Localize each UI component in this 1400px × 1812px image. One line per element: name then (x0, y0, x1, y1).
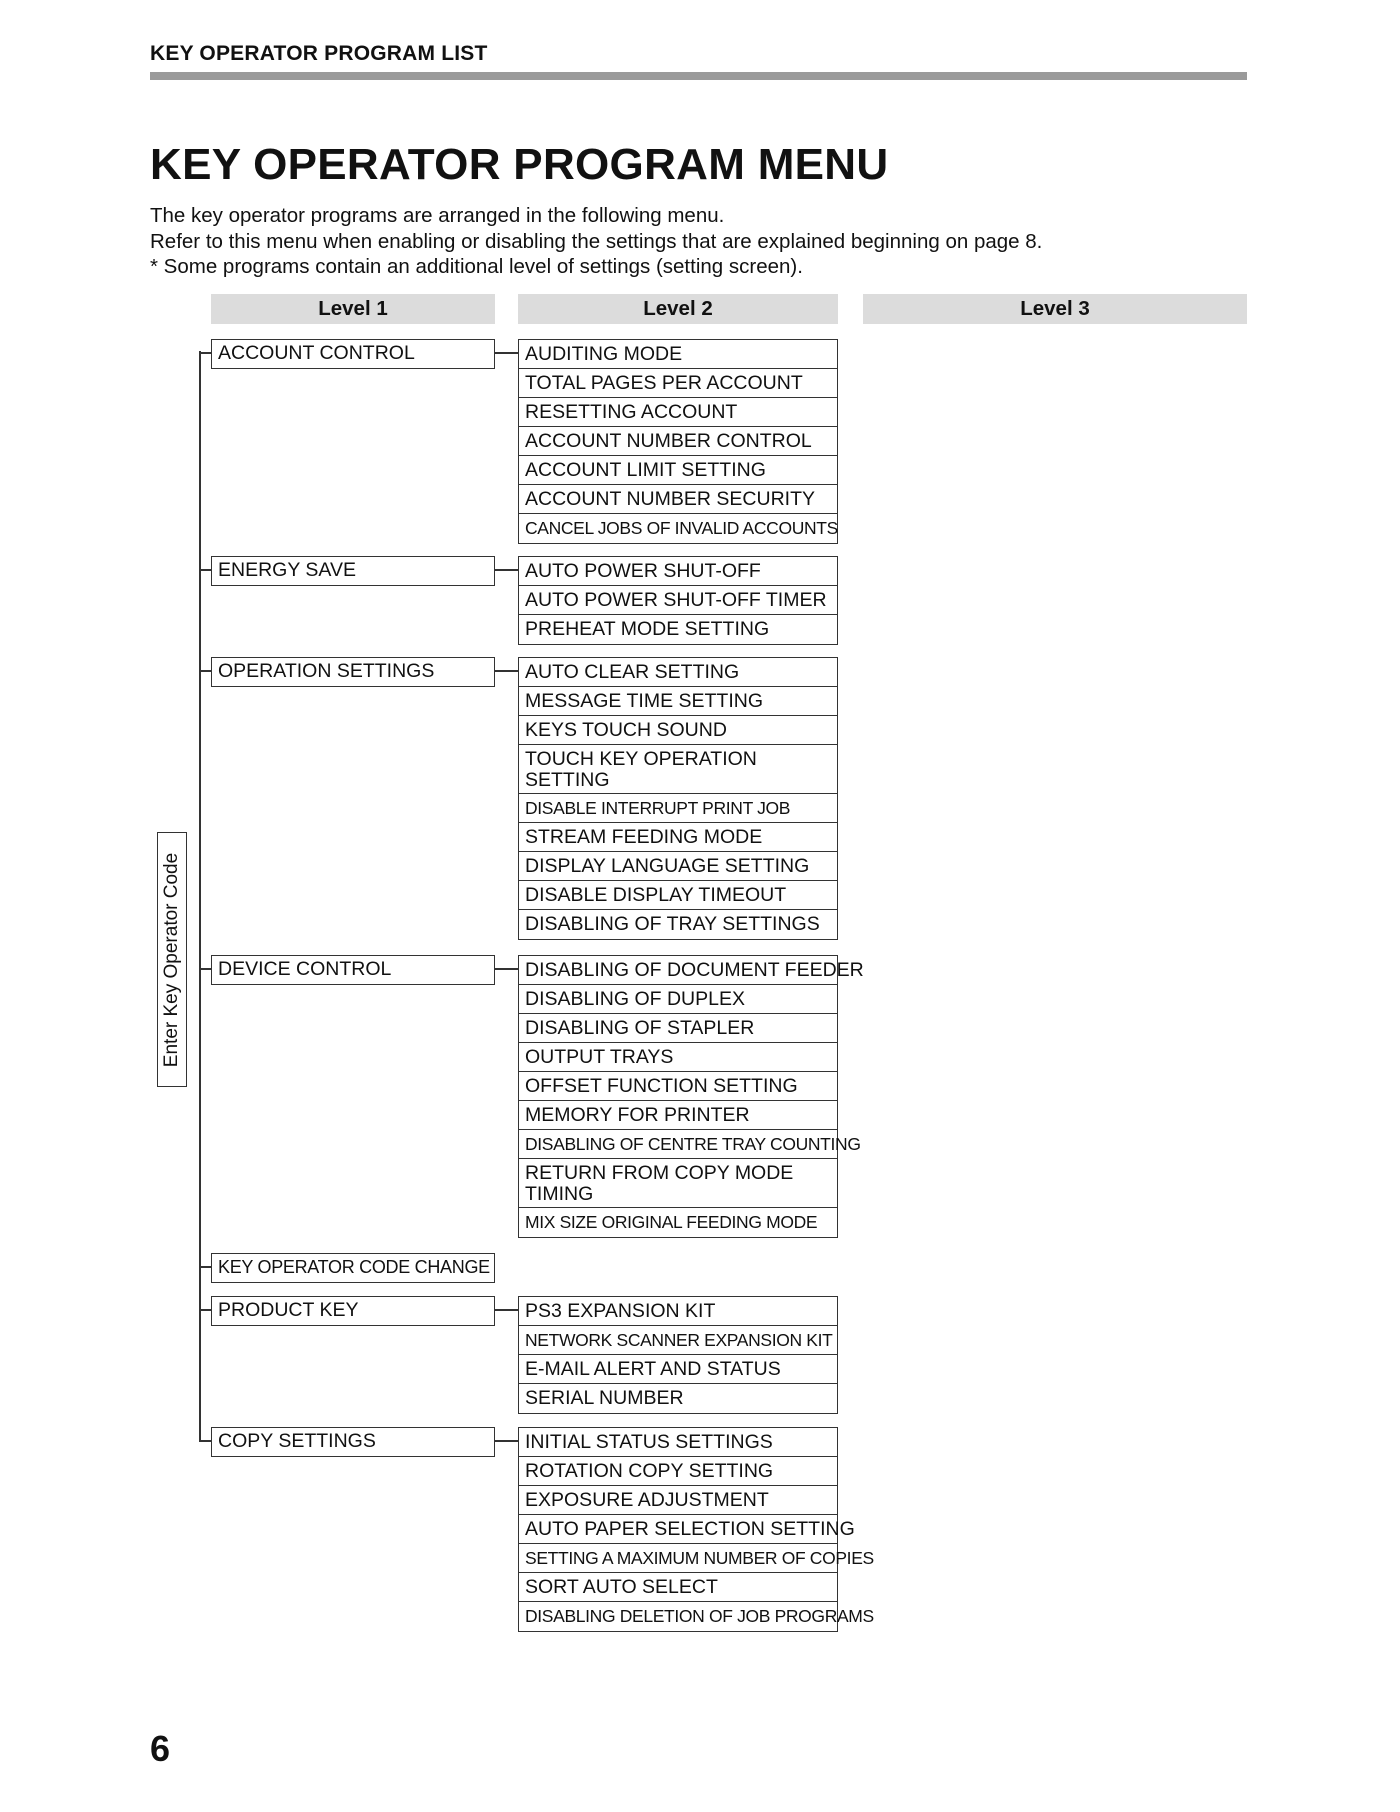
level2-item: DISPLAY LANGUAGE SETTING (519, 852, 837, 881)
level2-item: SERIAL NUMBER (525, 1387, 684, 1409)
intro-text (150, 203, 1042, 280)
level1-device-control: DEVICE CONTROL (211, 955, 495, 985)
tree-trunk (199, 351, 201, 1441)
column-header-level-1: Level 1 (211, 294, 495, 324)
level2-item: ACCOUNT NUMBER CONTROL (519, 427, 837, 456)
level2-item: TOTAL PAGES PER ACCOUNT (519, 369, 837, 398)
running-header: KEY OPERATOR PROGRAM LIST (150, 42, 488, 65)
level-connector (495, 1440, 518, 1442)
level2-item: KEYS TOUCH SOUND (519, 716, 837, 745)
level2-item: AUDITING MODE (519, 340, 837, 369)
level1-operation-settings: OPERATION SETTINGS (211, 657, 495, 687)
level2-group-energy-save (518, 556, 838, 645)
intro-line-2: Refer to this menu when enabling or disabling the settings that are explained beginning on page 8. (150, 229, 1043, 253)
level2-item: AUTO POWER SHUT-OFF (519, 557, 837, 586)
level2-item: MESSAGE TIME SETTING (519, 687, 837, 716)
level2-group-device-control (518, 955, 864, 1238)
page-number: 6 (150, 1728, 171, 1769)
level2-item: STREAM FEEDING MODE (519, 823, 837, 852)
level2-item: ACCOUNT NUMBER SECURITY (519, 485, 837, 514)
level2-item: ACCOUNT LIMIT SETTING (519, 456, 837, 485)
branch-connector (199, 1309, 211, 1311)
level2-item: DISABLING OF DOCUMENT FEEDER (519, 956, 837, 985)
level1-key-operator-code-change: KEY OPERATOR CODE CHANGE (211, 1253, 495, 1283)
level2-group-product-key (518, 1296, 838, 1414)
branch-connector (199, 1440, 211, 1442)
column-header-level-3: Level 3 (863, 294, 1247, 324)
level2-item: EXPOSURE ADJUSTMENT (519, 1486, 837, 1515)
level2-item: DISABLING DELETION OF JOB PROGRAMS (525, 1606, 874, 1626)
level2-group-operation-settings (518, 657, 838, 940)
level2-item: PREHEAT MODE SETTING (525, 618, 770, 640)
level2-item: CANCEL JOBS OF INVALID ACCOUNTS (525, 518, 838, 538)
intro-line-1: The key operator programs are arranged in the following menu. (150, 204, 725, 227)
level2-item: TOUCH KEY OPERATION SETTING (519, 745, 837, 794)
level2-item: ROTATION COPY SETTING (519, 1457, 837, 1486)
level2-item: SETTING A MAXIMUM NUMBER OF COPIES (519, 1544, 837, 1573)
level2-item: RETURN FROM COPY MODE TIMING (519, 1159, 837, 1208)
level2-item: INITIAL STATUS SETTINGS (519, 1428, 837, 1457)
level2-item: DISABLE DISPLAY TIMEOUT (519, 881, 837, 910)
level2-item: PS3 EXPANSION KIT (519, 1297, 837, 1326)
level-connector (495, 1309, 518, 1311)
level2-item: OFFSET FUNCTION SETTING (519, 1072, 837, 1101)
level-connector (495, 569, 518, 571)
level2-item: SORT AUTO SELECT (519, 1573, 837, 1602)
level1-copy-settings: COPY SETTINGS (211, 1427, 495, 1457)
column-header-level-2: Level 2 (518, 294, 838, 324)
level2-group-account-control (518, 339, 838, 544)
level2-item: DISABLING OF STAPLER (519, 1014, 837, 1043)
page-title: KEY OPERATOR PROGRAM MENU (150, 140, 889, 189)
entry-label: Enter Key Operator Code (161, 852, 182, 1067)
branch-connector (199, 352, 211, 354)
level2-item: AUTO PAPER SELECTION SETTING (519, 1515, 837, 1544)
level2-item: MIX SIZE ORIGINAL FEEDING MODE (525, 1212, 818, 1232)
level2-group-copy-settings (518, 1427, 874, 1632)
header-rule (150, 72, 1247, 80)
level2-item: OUTPUT TRAYS (519, 1043, 837, 1072)
level1-energy-save: ENERGY SAVE (211, 556, 495, 586)
level2-item: AUTO CLEAR SETTING (519, 658, 837, 687)
level2-item: AUTO POWER SHUT-OFF TIMER (519, 586, 837, 615)
branch-connector (199, 670, 211, 672)
level-connector (495, 968, 518, 970)
level2-item: NETWORK SCANNER EXPANSION KIT (519, 1326, 837, 1355)
level-connector (495, 352, 518, 354)
level2-item: DISABLE INTERRUPT PRINT JOB (519, 794, 837, 823)
level2-item: DISABLING OF TRAY SETTINGS (525, 913, 820, 935)
level2-item: E-MAIL ALERT AND STATUS (519, 1355, 837, 1384)
level1-account-control: ACCOUNT CONTROL (211, 339, 495, 369)
entry-label-box (157, 832, 187, 1087)
level2-item: DISABLING OF DUPLEX (519, 985, 837, 1014)
branch-connector (199, 968, 211, 970)
branch-connector (199, 569, 211, 571)
level-connector (495, 670, 518, 672)
level2-item: MEMORY FOR PRINTER (519, 1101, 837, 1130)
level2-item: DISABLING OF CENTRE TRAY COUNTING (519, 1130, 837, 1159)
branch-connector (199, 1266, 211, 1268)
level1-product-key: PRODUCT KEY (211, 1296, 495, 1326)
level2-item: RESETTING ACCOUNT (519, 398, 837, 427)
intro-line-3: * Some programs contain an additional level of settings (setting screen). (150, 255, 803, 278)
